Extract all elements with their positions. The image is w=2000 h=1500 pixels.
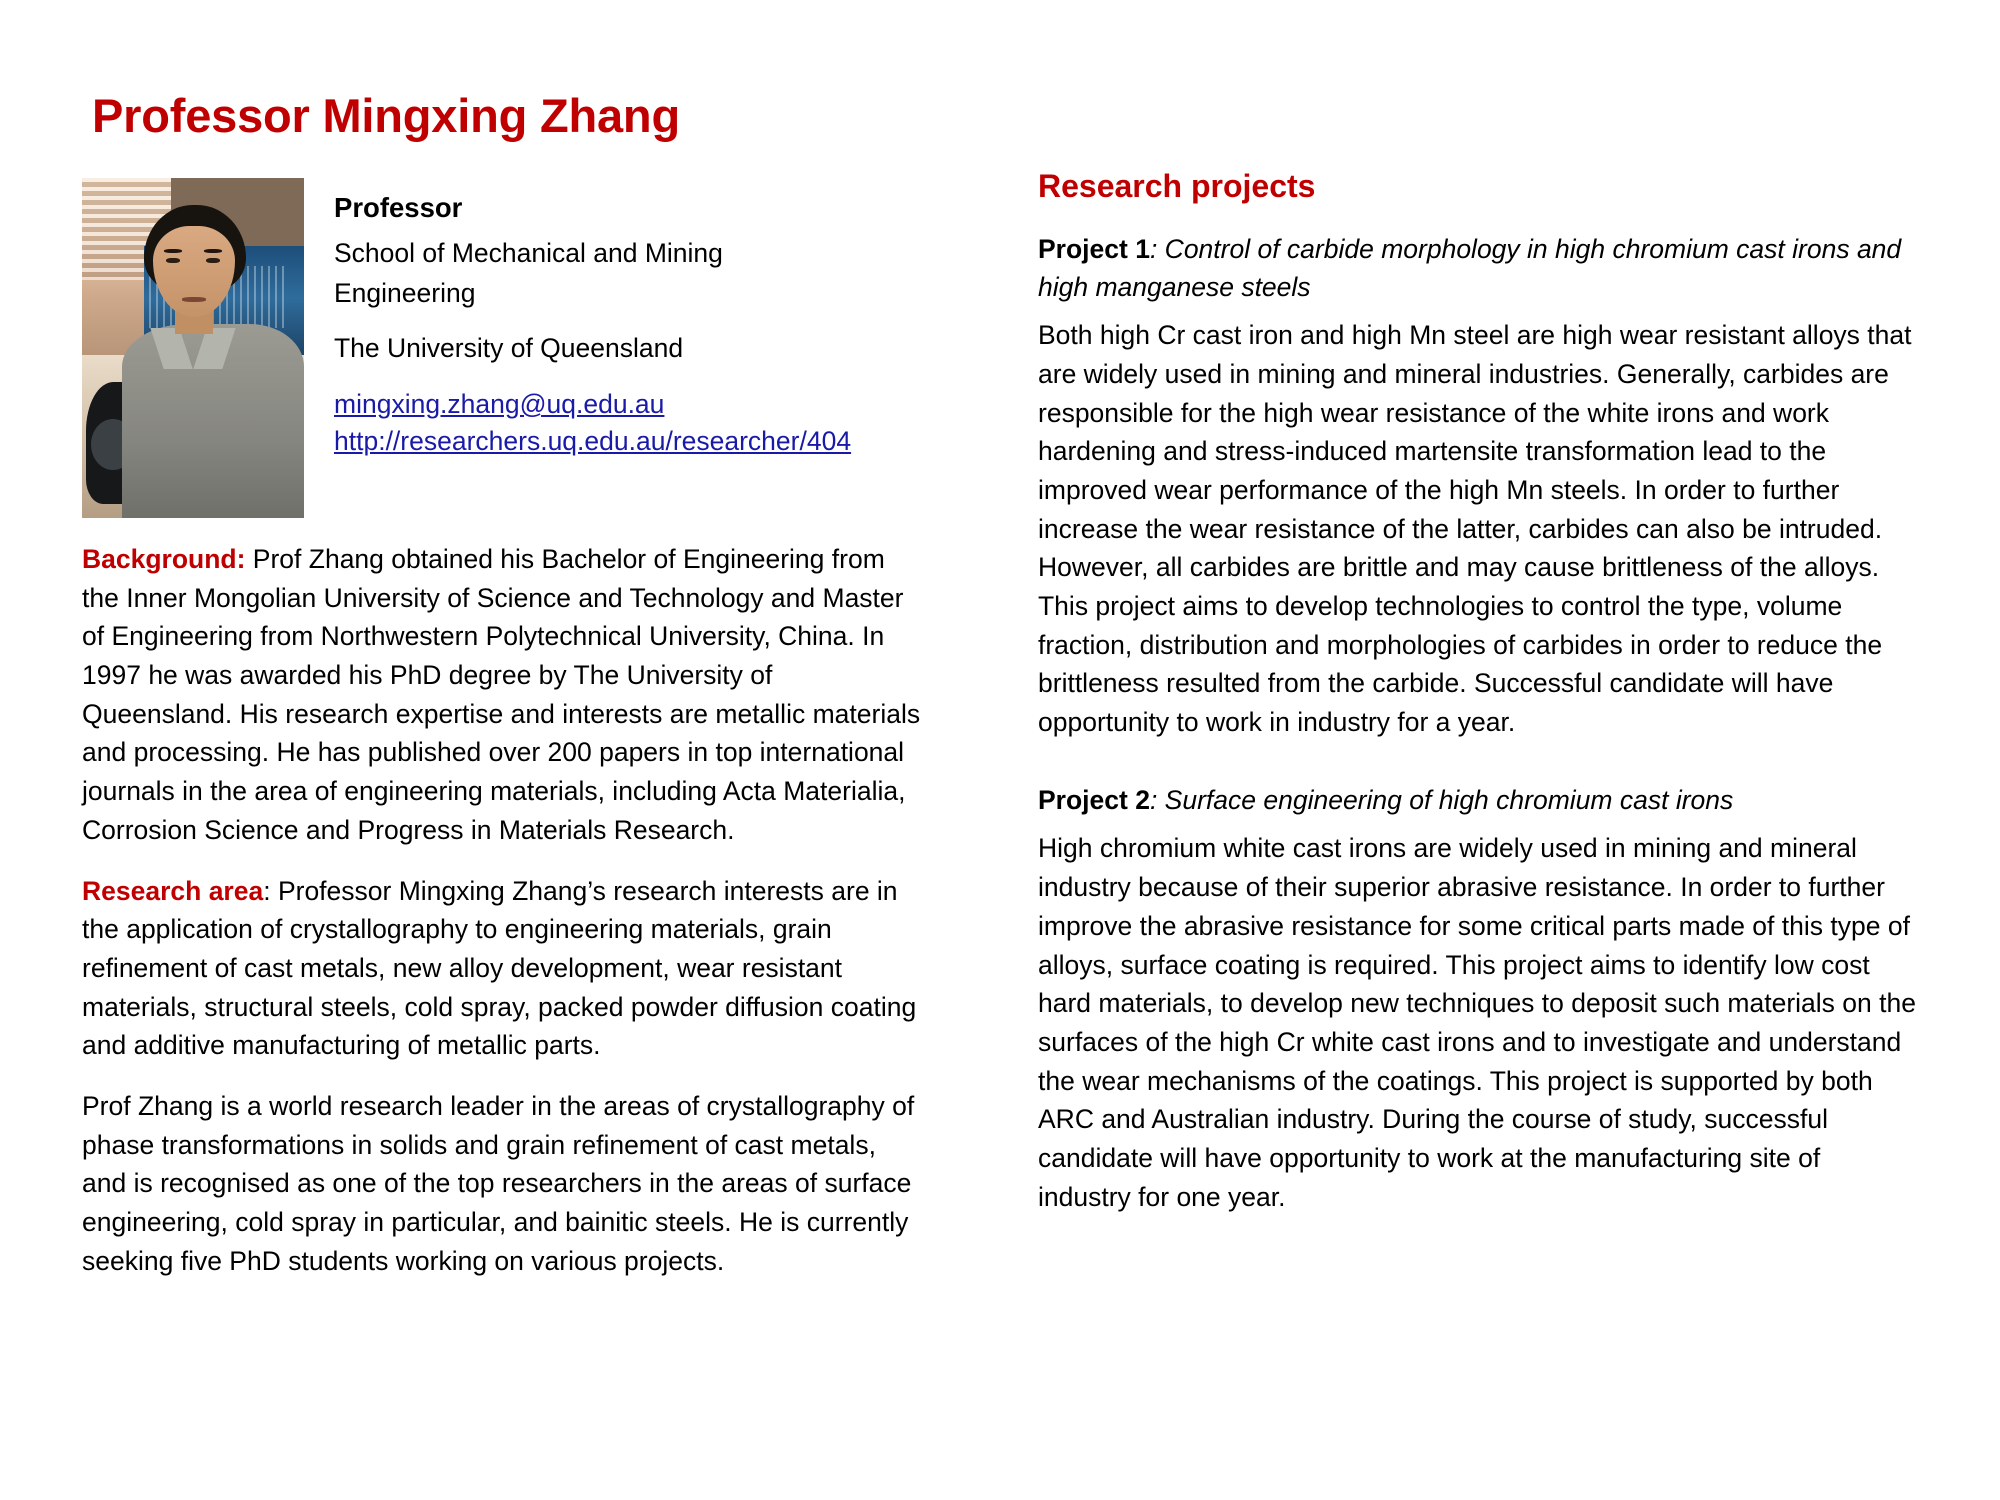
photo-eye-left [166, 258, 179, 263]
research-area-label: Research area [82, 875, 264, 906]
background-paragraph [82, 540, 927, 850]
profile-university: The University of Queensland [334, 333, 684, 364]
email-link[interactable]: mingxing.zhang@uq.edu.au [334, 388, 665, 419]
project-2-name: : Surface engineering of high chromium cast irons [1149, 784, 1734, 815]
research-projects-heading: Research projects [1038, 168, 1316, 204]
spacer [334, 370, 851, 386]
project-1-title [1038, 231, 1918, 306]
spacer [334, 314, 851, 330]
profile-role: Professor [334, 192, 463, 223]
project-2-body: High chromium white cast irons are widely used in mining and mineral industry because of their superior abrasive resistance. In order to further improve the abrasive resistance for some critical parts made of this type of alloys, surface coating is required. This project aims to identify low cost hard materials, to develop new techniques to deposit such materials on the surfaces of the high Cr white cast irons and to investigate and understand the wear mechanisms of the coatings. This project is supported by both ARC and Australian industry. During the course of study, successful candidate will have opportunity to work at the manufacturing site of industry for one year. [1038, 833, 1916, 1212]
profile-school-line-1: School of Mechanical and Mining [334, 238, 723, 269]
research-area-text: : Professor Mingxing Zhang’s research interests are in the application of crystallography to engineering materials, grain refinement of cast metals, new alloy development, wear resistant materials, structural steels, cold spray, packed powder diffusion coating and additive manufacturing of metallic parts. [82, 875, 917, 1061]
portrait-photo [82, 178, 304, 518]
research-leader-paragraph: Prof Zhang is a world research leader in the areas of crystallography of phase transformations in solids and grain refinement of cast metals, and is recognised as one of the top researchers in the areas of surface engineering, cold spray in particular, and bainitic steels. He is currently seeking five PhD students working on various projects. [82, 1090, 915, 1276]
project-1-body: Both high Cr cast iron and high Mn steel are high wear resistant alloys that are widely used in mining and mineral industries. Generally, carbides are responsible for the high wear resistance of the white irons and work hardening and stress-induced martensite transformation lead to the improved wear performance of the high Mn steels. In order to further increase the wear resistance of the latter, carbides can also be intruded. However, all carbides are brittle and may cause brittleness of the alloys. This project aims to develop technologies to control the type, volume fraction, distribution and morphologies of carbides in order to reduce the brittleness resulted from the carbide. Successful candidate will have opportunity to work in industry for a year. [1038, 320, 1912, 738]
background-label: Background: [82, 544, 246, 574]
profile-school-line-2: Engineering [334, 277, 476, 308]
photo-eye-right [206, 258, 219, 263]
background-text: Prof Zhang obtained his Bachelor of Engineering from the Inner Mongolian University of Science and Technology and Master of Engineering from Northwestern Polytechnical University, China. In 1997 he was awarded his PhD degree by The University of Queensland. His research expertise and interests are metallic materials and processing. He has published over 200 papers in top international journals in the area of engineering materials, including Acta Materialia, Corrosion Science and Progress in Materials Research. [82, 544, 921, 845]
page-title: Professor Mingxing Zhang [92, 89, 680, 142]
project-1-name: : Control of carbide morphology in high chromium cast irons and high manganese steels [1038, 234, 1902, 302]
photo-mouth [182, 297, 206, 302]
right-column [1038, 168, 1918, 1216]
project-1-label: Project 1 [1038, 234, 1150, 264]
left-body-text [82, 540, 927, 1280]
project-2-label: Project 2 [1038, 784, 1150, 815]
profile-website-link[interactable]: http://researchers.uq.edu.au/researcher/404 [334, 426, 852, 457]
profile-row [82, 178, 927, 518]
left-column [82, 178, 927, 1280]
project-2-title [1038, 782, 1918, 820]
profile-details [334, 178, 851, 460]
research-area-paragraph [82, 872, 927, 1065]
